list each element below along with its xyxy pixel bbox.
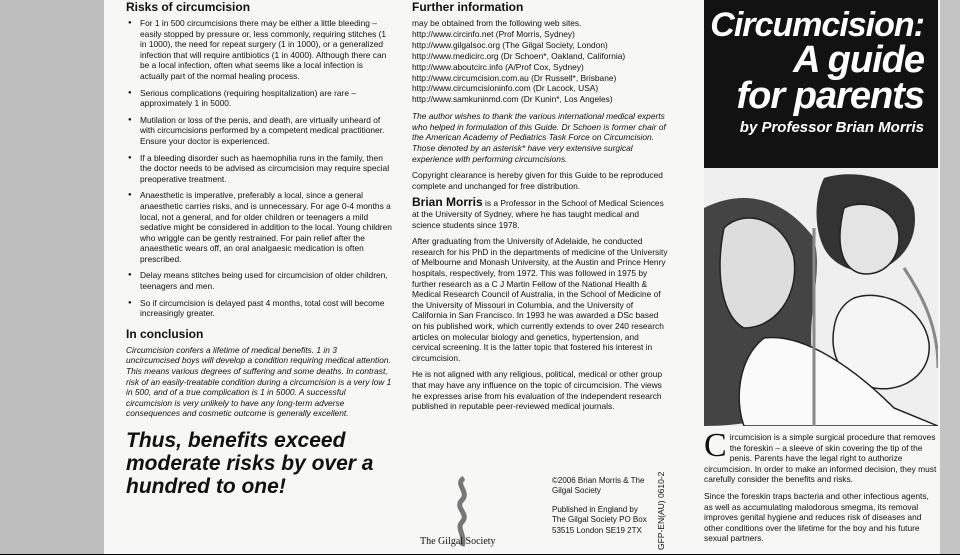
cover-byline: by Professor Brian Morris — [739, 119, 924, 136]
url-item[interactable]: http://www.circinfo.net (Prof Morris, Sydney) — [412, 28, 575, 39]
conclusion-tagline: Thus, benefits exceed moderate risks by over a hundred to one! — [126, 429, 374, 498]
cover-title-line1: Circumcision: — [710, 6, 924, 44]
author-bio1: is a Professor in the School of Medical Sciences at the University of Sydney, where he has taught medical and science students since 1978. — [412, 198, 664, 230]
url-item[interactable]: http://www.circumcisioninfo.com (Dr Lacock, USA) — [412, 83, 599, 94]
intro-text: ircumcision is a simple surgical procedure that removes the foreskin – a sleeve of skin covering the tip of the penis. Parents have the legal right to authorize circumcision. In order to make an informed decision, they must carefully consider the benefits and risks. — [704, 432, 937, 485]
author-name: Brian Morris — [412, 195, 483, 210]
conclusion-text: Circumcision confers a lifetime of medical benefits. 1 in 3 uncircumcised boys will develop a condition requiring medical attention. This means various degrees of suffering and some deaths. In contrast, risk of an easily-treatable condition during a circumcision is a very low 1 in 500, and of a true complication is 1 in 5000. A successful circumcision is very unlikely to have any long-term adverse consequences and cosmetic outcome is generally excellent. — [126, 344, 392, 419]
gilgal-logo-text: The Gilgal Society — [420, 536, 496, 547]
risk-bullet: ● Delay means stitches being used for circumcision of older children, teenagers and men. — [126, 270, 392, 291]
risk-bullet: ● For 1 in 500 circumcisions there may be either a little bleeding – easily stopped by pressure or, less commonly, requiring stitches (1 in 1000), the need for repeat surgery (1 in 1000), or a generalized infection that will require antibiotics (1 in 4000). Although there can be a local infection, often what seems like a local infection is actually part of the normal healing process. — [126, 18, 392, 82]
gilgal-logo-icon — [418, 474, 528, 550]
publisher-copyright: ©2006 Brian Morris & The Gilgal Society — [552, 476, 645, 496]
cover-column — [704, 0, 938, 554]
risk-bullet: ● Anaesthetic is imperative, preferably a local, since a general anaesthetic carries risks, and is unnecessary. For age 0-4 months a local, not a general, and for older children or teenagers a mild sedative might be considered in addition to the local. Young children who wriggle can be gently restrained. For pain relief after the anaesthetic wears off, an oral analgaesic medication is often prescribed. — [126, 190, 392, 264]
product-code — [654, 470, 668, 550]
url-item[interactable]: http://www.aboutcirc.info (A/Prof Cox, Sydney) — [412, 61, 584, 72]
author-bio2: After graduating from the University of Adelaide, he conducted research for his PhD in the departments of medicine of the University of Melbourne and Monash University, at the Austin and Prince Henry hospitals, respectively, from 1972. This was followed in 1975 by further research as a C J Martin Fellow of the National Health & Medical Research Council of Australia, in the School of Medicine of the University of Missouri in Columbia, and the University of California in San Francisco. In 1993 he was awarded a DSc based on his published work, which currently extends to over 240 research articles on molecular biology and genetics, hypertension, and cervical screening. It is the latter topic that fostered his interest in circumcision. — [412, 236, 668, 363]
left-margin — [0, 0, 104, 554]
author-bio3: He is not aligned with any religious, political, medical or other group that may have any influence on the topic of circumcision. The views he expresses arise from his evaluation of the independent research published in reputable peer-reviewed medical journals. — [412, 369, 662, 412]
url-intro: may be obtained from the following web sites. — [412, 18, 582, 28]
product-code-text: GFP-EN(AU) 0610-2 — [656, 471, 666, 550]
thanks-text: The author wishes to thank the various international medical experts who helped in formulation of this Guide. Dr Schoen is former chair of the American Academy of Pediatrics Task Force on Circumcision. Those denoted by an asterisk* have very extensive surgical experience with performing circumcisions. — [412, 111, 666, 164]
risk-bullet: ● If a bleeding disorder such as haemophilia runs in the family, then the doctor needs to be advised as circumcision may require special preoperative treatment. — [126, 153, 392, 185]
risks-column — [126, 0, 392, 554]
further-heading: Further information — [412, 0, 524, 14]
risk-bullet: ● Mutilation or loss of the penis, and death, are virtually unheard of with circumcisions performed by a competent medical practitioner. Ensure your doctor is experienced. — [126, 115, 392, 147]
url-item[interactable]: http://www.samkuninmd.com (Dr Kunin*, Los Angeles) — [412, 94, 613, 105]
url-item[interactable]: http://www.medicirc.org (Dr Schoen*, Oakland, California) — [412, 50, 626, 61]
drop-cap: C — [704, 427, 727, 464]
copyright-text: Copyright clearance is hereby given for this Guide to be reproduced complete and unchanged for free distribution. — [412, 170, 663, 191]
conclusion-heading: In conclusion — [126, 326, 204, 341]
parents-baby-illustration — [704, 168, 938, 426]
hygiene-paragraph: Since the foreskin traps bacteria and other infectious agents, as well as accumulating malodorous smegma, its removal improves genital hygiene and reduces risk of diseases and other conditions over the lifetime for the boy and his future sexual partners. — [704, 490, 929, 544]
cover-title-line3: for parents — [736, 75, 924, 117]
cover-title-line2: A guide — [793, 39, 924, 81]
right-margin — [940, 0, 960, 554]
title-block — [704, 0, 938, 168]
publisher-info — [552, 476, 652, 536]
risk-bullet: ● Serious complications (requiring hospitalization) are rare – approximately 1 in 5000. — [126, 88, 392, 109]
publisher-address: Published in England by The Gilgal Society PO Box 53515 London SE19 2TX — [552, 504, 647, 535]
url-list — [412, 18, 668, 105]
intro-paragraph — [704, 427, 938, 485]
product-code-svg — [654, 470, 668, 550]
further-column — [412, 0, 668, 554]
url-item[interactable]: http://www.circumcision.com.au (Dr Russell*, Brisbane) — [412, 72, 617, 83]
parents-baby-illustration-icon — [704, 168, 938, 426]
url-item[interactable]: http://www.gilgalsoc.org (The Gilgal Society, London) — [412, 39, 608, 50]
risk-bullet: ● So if circumcision is delayed past 4 months, total cost will become increasingly greater. — [126, 298, 392, 319]
author-bio-intro — [412, 197, 668, 230]
gilgal-logo — [418, 474, 528, 550]
risks-heading: Risks of circumcision — [126, 0, 251, 14]
